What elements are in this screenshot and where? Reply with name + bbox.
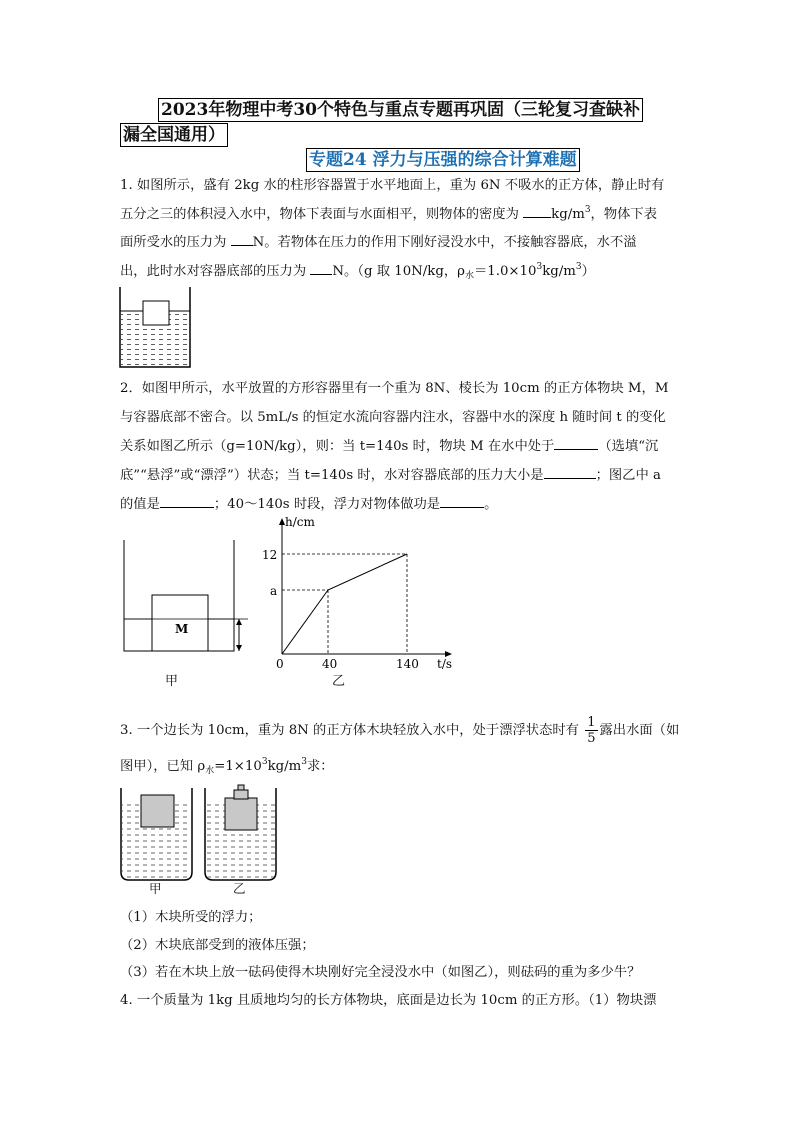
q1-line1: 1. 如图所示，盛有 2kg 水的柱形容器置于水平地面上，重为 6N 不吸水的正方体，静止时有 [120,178,665,193]
q3-block-submerged [225,798,257,830]
q2-line5: 的值是 ；40～140s 时段，浮力对物体做功是 。 [120,497,498,512]
q3-sub2: （2）木块底部受到的液体压强； [120,938,315,953]
y-axis-label: h/cm [285,515,315,529]
q3-figures [118,784,288,884]
q3-line1: 3. 一个边长为 10cm，重为 8N 的正方体木块轻放入水中，处于漂浮状态时有 $\frac{1}{5}$ 露出水面（如 [120,715,680,746]
y-tick-a: a [270,584,278,598]
q1-line2: 五分之三的体积浸入水中，物体下表面与水面相平，则物体的密度为 $kg/m^3$，物体下表 [120,205,658,222]
q2-line2: 与容器底部不密合。以 5mL/s 的恒定水流向容器内注水，容器中水的深度 h 随时间 t 的变化 [120,410,666,425]
x-tick-40: 40 [322,657,338,671]
q1-container-figure [118,287,193,369]
q3-block-floating [141,795,174,827]
x-axis-label: t/s [437,657,453,671]
q3-line2: 图甲），已知 $\rho_水=1\times 10^3kg/m^3$求： [120,757,334,776]
q2-line4: 底”“悬浮”或“漂浮”）状态；当 t=140s 时，水对容器底部的压力大小是 ；图乙中 a [120,468,661,483]
q2-figure-container [118,535,253,660]
x-tick-140: 140 [396,657,419,671]
x-tick-0: 0 [276,657,284,671]
q3-sub3: （3）若在木块上放一砝码使得木块刚好完全浸没水中（如图乙），则砝码的重为多少牛？ [120,965,641,980]
fraction-one-fifth: $\frac{1}{5}$ [587,715,596,746]
q2-graph [262,512,462,672]
q1-line4: 出，此时水对容器底部的压力为 N。（g 取 10N/kg，$\rho_水=1.0\times 10^3kg/m^3$） [120,262,595,281]
q3-sub1: （1）木块所受的浮力； [120,910,262,925]
series-h-line [282,554,407,654]
q3-weight [234,790,248,799]
page-title-line2: 漏全国通用） [120,123,228,147]
y-tick-12: 12 [262,548,278,562]
q2-caption-left: 甲 [165,674,179,689]
q3-caption-left: 甲 [149,881,162,896]
q4-line1: 4. 一个质量为 1kg 且质地均匀的长方体物块，底面是边长为 10cm 的正方形。（1）物块漂 [120,993,657,1008]
topic-subtitle: 专题24 浮力与压强的综合计算难题 [306,148,580,172]
page-title-line1: 2023年物理中考30个特色与重点专题再巩固（三轮复习查缺补 [158,98,643,122]
q2-caption-right: 乙 [332,674,346,689]
q3-caption-right: 乙 [233,881,246,896]
q2-line1: 2．如图甲所示，水平放置的方形容器里有一个重为 8N、棱长为 10cm 的正方体物块 M，M [120,381,669,396]
block-m-label: M [175,622,189,636]
q1-cube [143,301,169,325]
q1-line3: 面所受水的压力为 N。若物体在压力的作用下刚好浸没水中，不接触容器底，水不溢 [120,235,637,250]
q2-line3: 关系如图乙所示（g=10N/kg），则：当 t=140s 时，物块 M 在水中处于 （选填“沉 [120,439,659,454]
